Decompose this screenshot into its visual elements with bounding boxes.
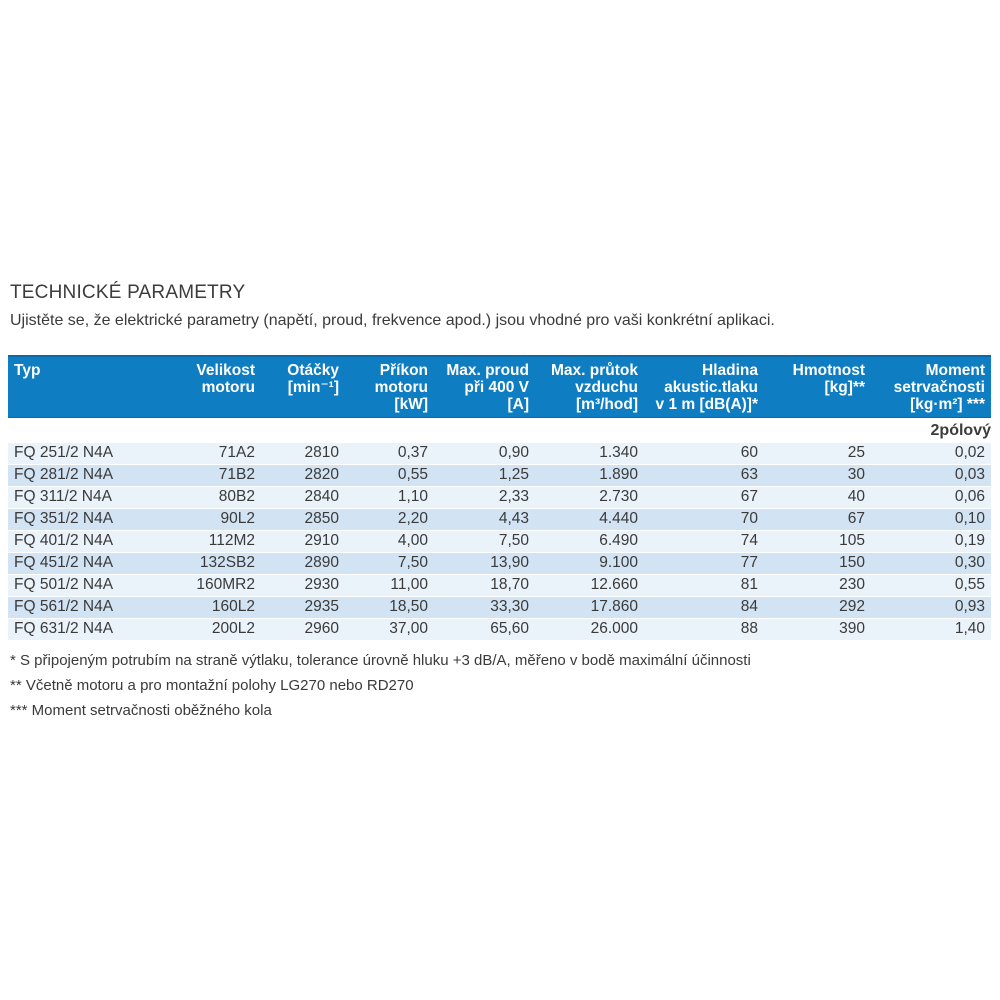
cell-otacky: 2935 [257,597,341,619]
header-line: Moment [925,362,985,379]
cell-otacky: 2820 [257,465,341,487]
cell-moment-setrvacnosti: 0,19 [867,531,991,553]
header-line: Max. průtok [551,362,638,379]
table-row [8,597,991,619]
cell-otacky: 2850 [257,509,341,531]
page-title: TECHNICKÉ PARAMETRY [10,282,246,303]
table-row [8,465,991,487]
cell-otacky: 2840 [257,487,341,509]
header-line: Hmotnost [792,362,865,379]
header-line: akustic.tlaku [664,379,758,396]
cell-prikon-motoru: 0,55 [341,465,430,487]
table-row [8,509,991,531]
header-line: motoru [374,379,428,396]
cell-typ: FQ 561/2 N4A [8,597,168,619]
cell-velikost-motoru: 71B2 [168,465,257,487]
cell-moment-setrvacnosti: 1,40 [867,619,991,641]
cell-max-prutok: 17.860 [531,597,640,619]
cell-max-proud: 4,43 [430,509,531,531]
cell-max-proud: 7,50 [430,531,531,553]
table-row [8,553,991,575]
header-line: [m³/hod] [576,396,638,413]
cell-velikost-motoru: 71A2 [168,443,257,465]
cell-max-proud: 1,25 [430,465,531,487]
header-line: Max. proud [446,362,529,379]
cell-prikon-motoru: 37,00 [341,619,430,641]
cell-hmotnost: 30 [760,465,867,487]
cell-velikost-motoru: 160MR2 [168,575,257,597]
cell-hmotnost: 150 [760,553,867,575]
cell-prikon-motoru: 0,37 [341,443,430,465]
header-line: Velikost [196,362,255,379]
cell-max-proud: 33,30 [430,597,531,619]
header-line: v 1 m [dB(A)]* [655,396,758,413]
cell-max-prutok: 12.660 [531,575,640,597]
table-row [8,443,991,465]
cell-typ: FQ 631/2 N4A [8,619,168,641]
cell-moment-setrvacnosti: 0,06 [867,487,991,509]
cell-max-proud: 65,60 [430,619,531,641]
cell-velikost-motoru: 132SB2 [168,553,257,575]
col-header-moment-setrvacnosti [867,355,991,418]
header-line: vzduchu [575,379,638,396]
cell-hladina-tlaku: 77 [640,553,760,575]
cell-hladina-tlaku: 74 [640,531,760,553]
content-area [8,282,992,723]
cell-hmotnost: 40 [760,487,867,509]
header-line: motoru [201,379,255,396]
cell-hladina-tlaku: 84 [640,597,760,619]
page-subtitle: Ujistěte se, že elektrické parametry (napětí, proud, frekvence apod.) jsou vhodné pro vaši konkrétní aplikaci. [10,312,775,329]
table-header-row [8,355,991,418]
table-header [8,355,991,418]
header-line: [kW] [394,396,428,413]
cell-max-proud: 0,90 [430,443,531,465]
col-header-otacky [257,355,341,418]
cell-hladina-tlaku: 70 [640,509,760,531]
cell-max-prutok: 1.340 [531,443,640,465]
cell-max-proud: 2,33 [430,487,531,509]
header-line: [kg·m²] *** [910,396,985,413]
cell-hmotnost: 67 [760,509,867,531]
cell-otacky: 2910 [257,531,341,553]
cell-prikon-motoru: 2,20 [341,509,430,531]
section-label: 2pólový [8,418,991,443]
cell-typ: FQ 281/2 N4A [8,465,168,487]
table-row [8,575,991,597]
cell-otacky: 2960 [257,619,341,641]
table-row [8,619,991,641]
cell-max-prutok: 4.440 [531,509,640,531]
table-body [8,418,991,641]
cell-typ: FQ 311/2 N4A [8,487,168,509]
technical-parameters-table [8,355,991,641]
header-line: při 400 V [464,379,529,396]
cell-max-prutok: 2.730 [531,487,640,509]
cell-velikost-motoru: 90L2 [168,509,257,531]
cell-hmotnost: 292 [760,597,867,619]
cell-hladina-tlaku: 67 [640,487,760,509]
cell-typ: FQ 251/2 N4A [8,443,168,465]
cell-otacky: 2810 [257,443,341,465]
cell-velikost-motoru: 112M2 [168,531,257,553]
cell-max-prutok: 1.890 [531,465,640,487]
cell-otacky: 2930 [257,575,341,597]
cell-max-proud: 18,70 [430,575,531,597]
header-line: Příkon [379,362,428,379]
cell-hladina-tlaku: 81 [640,575,760,597]
cell-typ: FQ 351/2 N4A [8,509,168,531]
cell-moment-setrvacnosti: 0,03 [867,465,991,487]
header-line: Otáčky [287,362,339,379]
cell-prikon-motoru: 11,00 [341,575,430,597]
cell-typ: FQ 451/2 N4A [8,553,168,575]
cell-hmotnost: 105 [760,531,867,553]
header-line: [A] [507,396,529,413]
footnote-2: ** Včetně motoru a pro montažní polohy LG270 nebo RD270 [10,677,414,694]
col-header-prikon-motoru [341,355,430,418]
col-header-hmotnost [760,355,867,418]
col-header-hladina-tlaku [640,355,760,418]
cell-max-proud: 13,90 [430,553,531,575]
section-row-2polovy [8,418,991,443]
cell-hladina-tlaku: 88 [640,619,760,641]
cell-velikost-motoru: 160L2 [168,597,257,619]
table-row [8,487,991,509]
col-header-velikost-motoru [168,355,257,418]
footnotes [10,648,992,723]
cell-hmotnost: 25 [760,443,867,465]
cell-hladina-tlaku: 63 [640,465,760,487]
cell-prikon-motoru: 7,50 [341,553,430,575]
cell-moment-setrvacnosti: 0,55 [867,575,991,597]
header-line: [kg]** [824,379,865,396]
cell-moment-setrvacnosti: 0,10 [867,509,991,531]
col-header-max-proud [430,355,531,418]
cell-moment-setrvacnosti: 0,93 [867,597,991,619]
header-line: [min⁻¹] [287,379,339,396]
cell-prikon-motoru: 4,00 [341,531,430,553]
header-line: setrvačnosti [893,379,985,396]
table-row [8,531,991,553]
cell-typ: FQ 401/2 N4A [8,531,168,553]
cell-velikost-motoru: 80B2 [168,487,257,509]
header-line: Typ [14,362,41,379]
footnote-1: * S připojeným potrubím na straně výtlaku, tolerance úrovně hluku +3 dB/A, měřeno v bodě maximální účinnosti [10,652,751,669]
footnote-3: *** Moment setrvačnosti oběžného kola [10,702,272,719]
cell-otacky: 2890 [257,553,341,575]
col-header-typ [8,355,168,418]
header-line: Hladina [702,362,758,379]
cell-max-prutok: 26.000 [531,619,640,641]
cell-velikost-motoru: 200L2 [168,619,257,641]
cell-prikon-motoru: 18,50 [341,597,430,619]
cell-hladina-tlaku: 60 [640,443,760,465]
cell-prikon-motoru: 1,10 [341,487,430,509]
cell-typ: FQ 501/2 N4A [8,575,168,597]
cell-moment-setrvacnosti: 0,30 [867,553,991,575]
cell-hmotnost: 390 [760,619,867,641]
cell-moment-setrvacnosti: 0,02 [867,443,991,465]
col-header-max-prutok [531,355,640,418]
cell-max-prutok: 6.490 [531,531,640,553]
cell-hmotnost: 230 [760,575,867,597]
cell-max-prutok: 9.100 [531,553,640,575]
